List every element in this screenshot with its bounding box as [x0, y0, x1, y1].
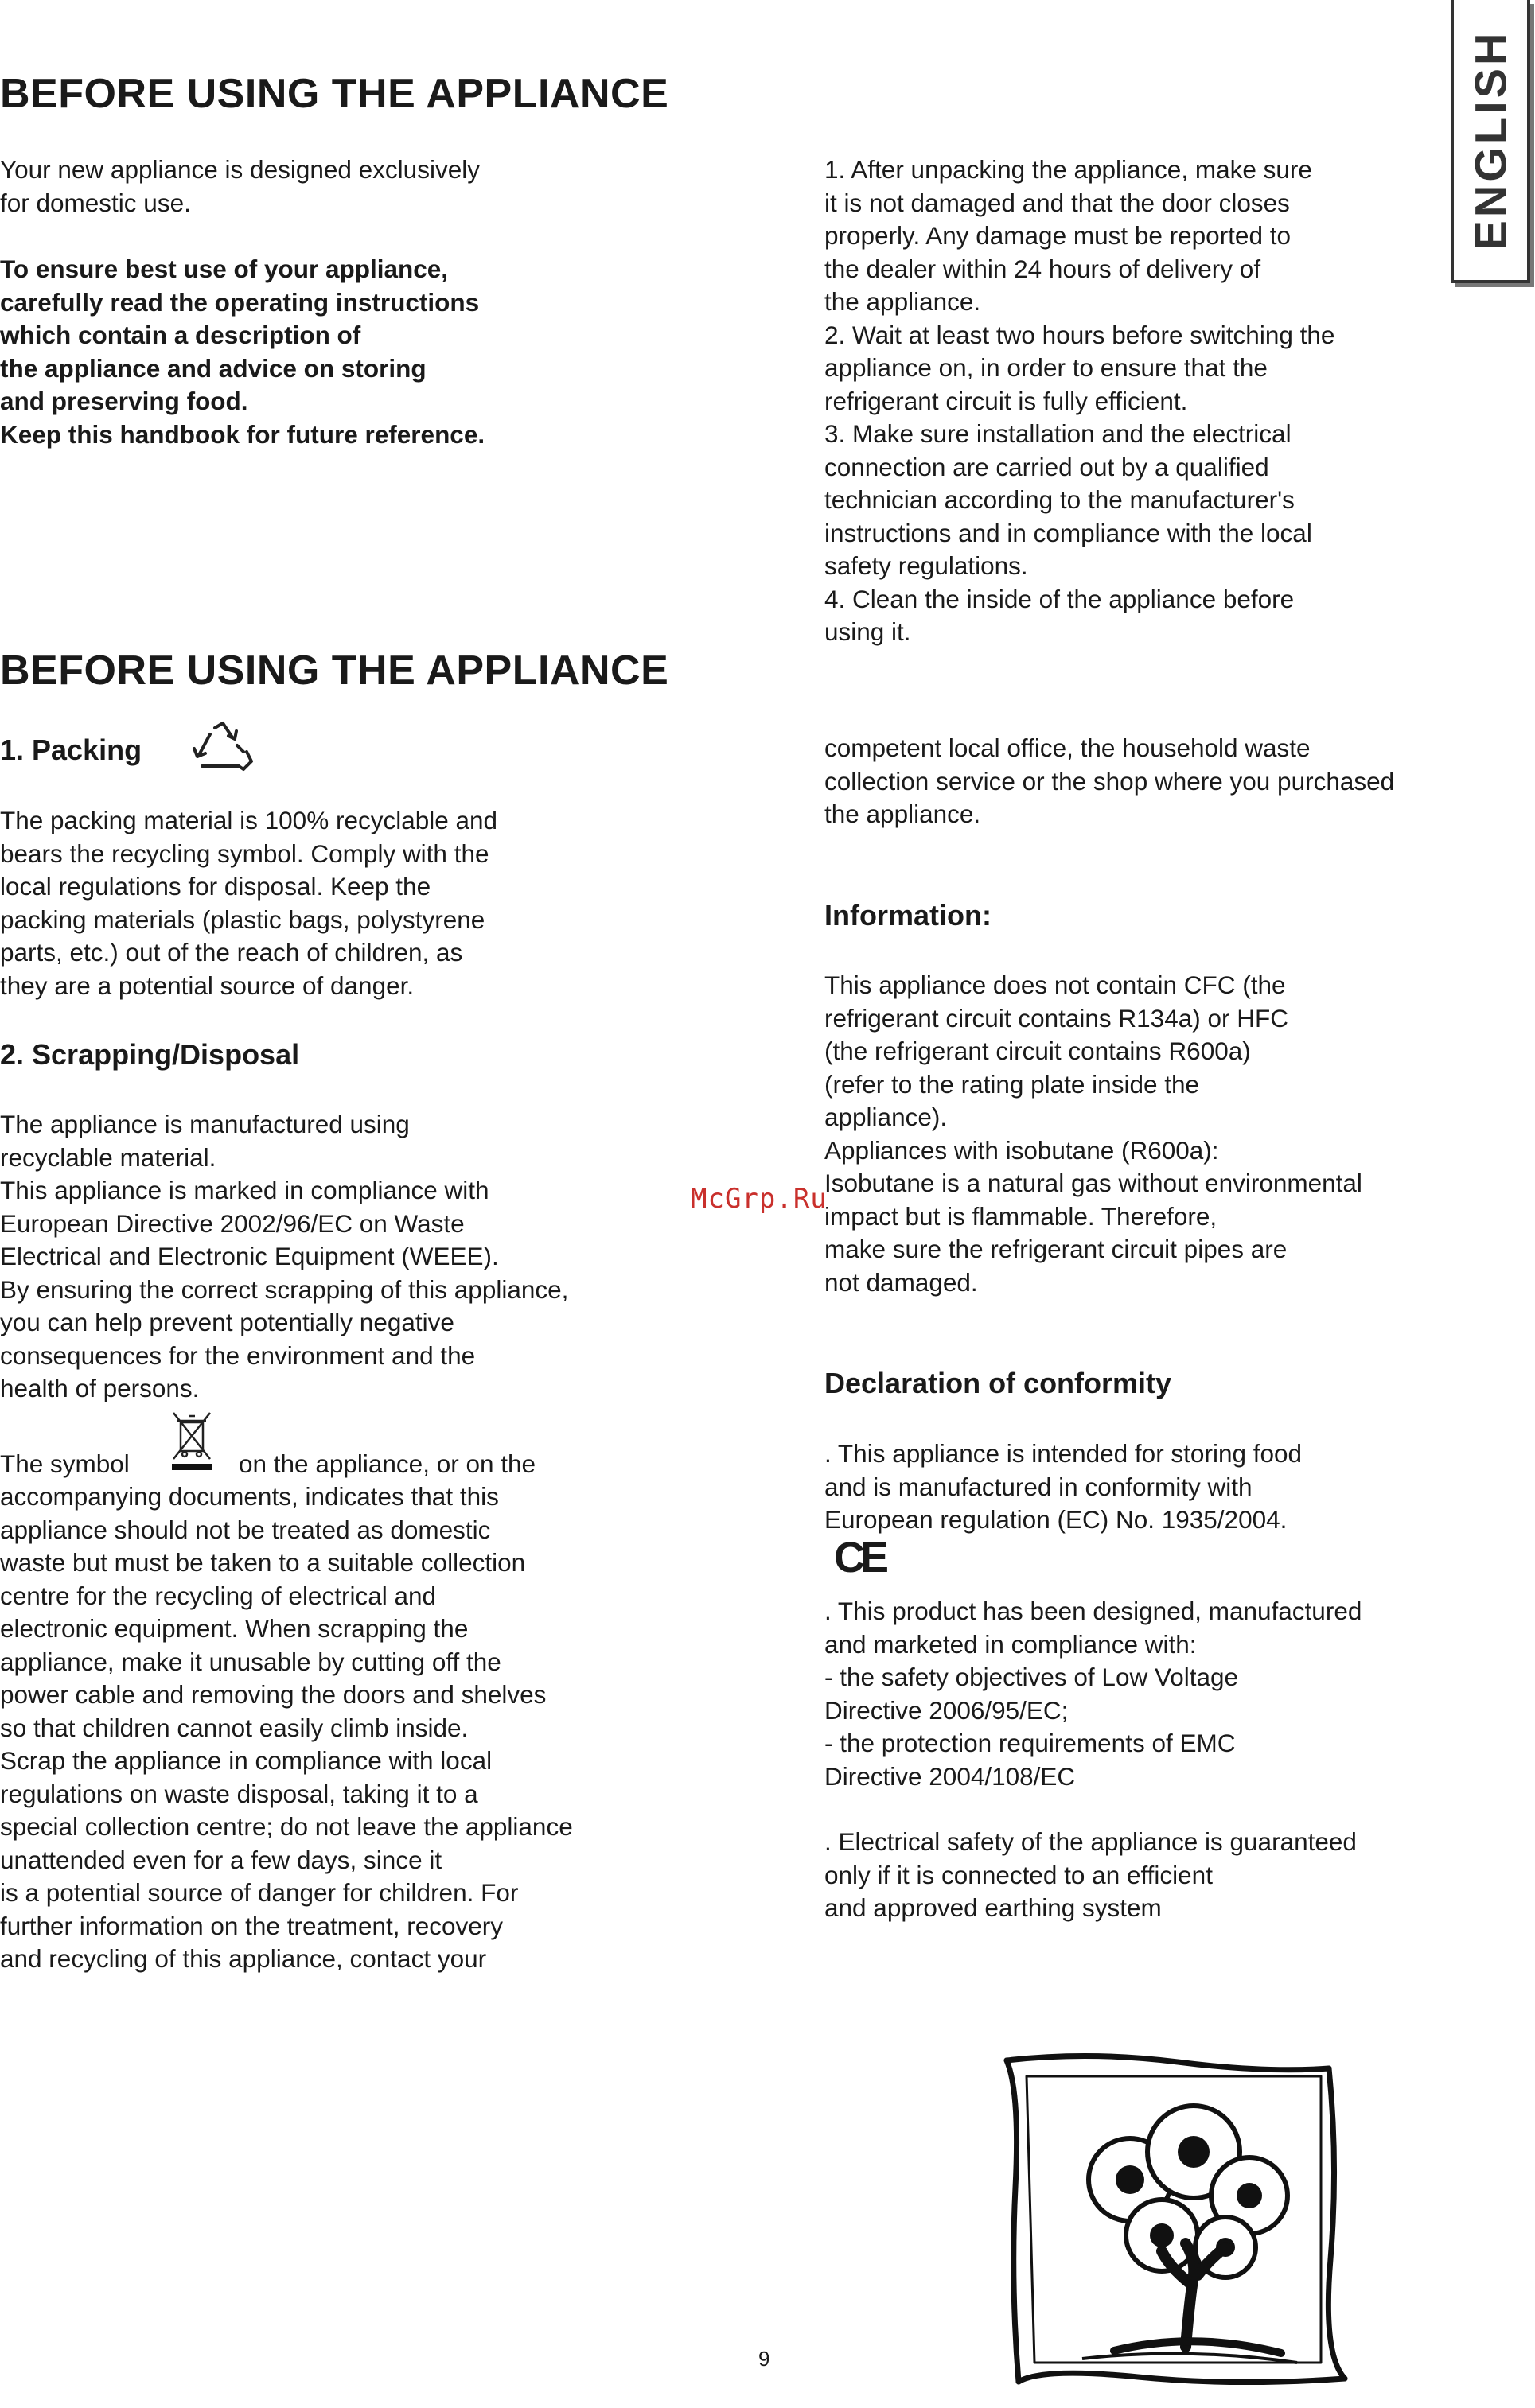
section2-title: BEFORE USING THE APPLIANCE: [0, 648, 669, 694]
text-line: they are a potential source of danger.: [0, 971, 415, 1000]
text-line: electronic equipment. When scrapping the: [0, 1614, 469, 1643]
text-line: waste but must be taken to a suitable collection: [0, 1548, 526, 1577]
text-line: carefully read the operating instructions: [0, 287, 480, 317]
text-line: collection service or the shop where you purchased: [824, 766, 1395, 796]
text-line: regulations on waste disposal, taking it to a: [0, 1779, 478, 1808]
declaration-heading: Declaration of conformity: [824, 1367, 1172, 1399]
text-line: 2. Wait at least two hours before switching the: [824, 320, 1335, 349]
text-line: Scrap the appliance in compliance with local: [0, 1746, 493, 1775]
text-line: you can help prevent potentially negative: [0, 1308, 454, 1336]
text-line: . This appliance is intended for storing food: [824, 1439, 1303, 1468]
text-line: and preserving food.: [0, 387, 248, 415]
packing-heading: 1. Packing: [0, 733, 142, 766]
text-line: properly. Any damage must be reported to: [824, 221, 1291, 250]
text-line: Your new appliance is designed exclusively: [0, 155, 480, 184]
text-line: special collection centre; do not leave the appliance: [0, 1812, 573, 1841]
text-line: Isobutane is a natural gas without environmental: [824, 1169, 1362, 1197]
packing-text: [0, 804, 497, 1002]
text-line: the appliance.: [824, 799, 981, 828]
text-line: centre for the recycling of electrical and: [0, 1581, 437, 1610]
text-line: This appliance is marked in compliance with: [0, 1176, 489, 1204]
text-line: European regulation (EC) No. 1935/2004.: [824, 1505, 1288, 1534]
text-line: (refer to the rating plate inside the: [824, 1069, 1200, 1099]
text-line: The appliance is manufactured using: [0, 1110, 410, 1138]
text-line: refrigerant circuit is fully efficient.: [824, 386, 1188, 415]
text-line: appliance).: [824, 1103, 948, 1131]
text-line: (the refrigerant circuit contains R600a): [824, 1037, 1251, 1065]
text-line: - the protection requirements of EMC: [824, 1729, 1236, 1757]
watermark: McGrp.Ru: [691, 1183, 828, 1215]
section1-steps: [824, 154, 1334, 649]
text-line: the appliance and advice on storing: [0, 353, 427, 383]
text-line: . This product has been designed, manufactured: [824, 1597, 1362, 1625]
text-line: appliance should not be treated as domestic: [0, 1515, 491, 1544]
text-line: 4. Clean the inside of the appliance before: [824, 584, 1295, 613]
tree-logo-icon: [995, 2044, 1353, 2394]
text-line: appliance on, in order to ensure that the: [824, 353, 1268, 382]
text-line: which contain a description of: [0, 321, 361, 349]
text-line: Keep this handbook for future reference.: [0, 419, 485, 449]
weee-bin-icon: [169, 1408, 215, 1473]
text-line: accompanying documents, indicates that this: [0, 1482, 499, 1511]
declaration-text-3: [824, 1826, 1357, 1925]
text-line: connection are carried out by a qualified: [824, 452, 1269, 481]
language-tab-label: ENGLISH: [1465, 29, 1516, 251]
information-heading: Information:: [824, 899, 992, 932]
text-line: so that children cannot easily climb inside.: [0, 1713, 469, 1742]
text-line: bears the recycling symbol. Comply with the: [0, 838, 489, 868]
text-line: technician according to the manufacturer's: [824, 485, 1295, 514]
text-line: further information on the treatment, recovery: [0, 1911, 504, 1940]
text-line: using it.: [824, 617, 911, 646]
symbol-line-after: [239, 1448, 536, 1481]
text-line: appliance, make it unusable by cutting off the: [0, 1647, 501, 1676]
text-line: is a potential source of danger for children. For: [0, 1878, 519, 1907]
text-line: To ensure best use of your appliance,: [0, 255, 449, 283]
text-line: for domestic use.: [0, 188, 191, 217]
symbol-line: [0, 1448, 130, 1481]
text-line: Appliances with isobutane (R600a):: [824, 1135, 1219, 1165]
text-line: power cable and removing the doors and shelves: [0, 1680, 547, 1709]
section1-title: BEFORE USING THE APPLIANCE: [0, 71, 669, 117]
ce-mark-icon: CE: [834, 1534, 885, 1581]
text-line: parts, etc.) out of the reach of children, as: [0, 938, 463, 967]
recycle-icon: [191, 720, 255, 777]
text-line: it is not damaged and that the door closes: [824, 188, 1290, 217]
text-line: and approved earthing system: [824, 1893, 1162, 1922]
scrapping-text: [0, 1108, 568, 1406]
section1-notice: [0, 253, 485, 451]
text-line: Electrical and Electronic Equipment (WEEE).: [0, 1242, 499, 1270]
text-line: instructions and in compliance with the local: [824, 518, 1312, 547]
text-line: 1. After unpacking the appliance, make sure: [824, 155, 1312, 184]
text-line: The packing material is 100% recyclable and: [0, 806, 498, 834]
text-line: This appliance does not contain CFC (the: [824, 971, 1286, 999]
text-line: the dealer within 24 hours of delivery of: [824, 254, 1261, 283]
text-line: impact but is flammable. Therefore,: [824, 1201, 1217, 1231]
text-line: only if it is connected to an efficient: [824, 1860, 1213, 1889]
text-line: unattended even for a few days, since it: [0, 1845, 442, 1874]
text-line: competent local office, the household waste: [824, 733, 1311, 762]
text-fragment: on the appliance, or on the: [239, 1449, 536, 1478]
text-line: refrigerant circuit contains R134a) or HFC: [824, 1003, 1288, 1033]
section1-intro: [0, 154, 480, 220]
text-line: local regulations for disposal. Keep the: [0, 872, 431, 901]
text-line: recyclable material.: [0, 1142, 216, 1172]
text-line: Directive 2004/108/EC: [824, 1761, 1076, 1791]
declaration-text-1: [824, 1437, 1302, 1537]
text-line: packing materials (plastic bags, polystyrene: [0, 904, 485, 934]
text-line: health of persons.: [0, 1374, 200, 1402]
text-line: make sure the refrigerant circuit pipes are: [824, 1235, 1288, 1263]
symbol-text: [0, 1480, 573, 1976]
text-line: consequences for the environment and the: [0, 1340, 476, 1370]
scrapping-continued: [824, 732, 1394, 831]
text-line: . Electrical safety of the appliance is guaranteed: [824, 1827, 1357, 1856]
text-line: European Directive 2002/96/EC on Waste: [0, 1208, 465, 1238]
text-line: and is manufactured in conformity with: [824, 1472, 1253, 1501]
text-line: - the safety objectives of Low Voltage: [824, 1663, 1239, 1691]
page-number: 9: [758, 2347, 770, 2371]
text-line: By ensuring the correct scrapping of this appliance,: [0, 1274, 569, 1304]
declaration-text-2: [824, 1595, 1362, 1793]
text-fragment: The symbol: [0, 1449, 130, 1478]
text-line: and recycling of this appliance, contact your: [0, 1944, 487, 1973]
text-line: and marketed in compliance with:: [824, 1629, 1197, 1659]
scrapping-heading: 2. Scrapping/Disposal: [0, 1038, 300, 1071]
language-tab: [1451, 0, 1530, 283]
text-line: safety regulations.: [824, 551, 1028, 580]
text-line: the appliance.: [824, 287, 981, 316]
text-line: not damaged.: [824, 1267, 978, 1297]
text-line: 3. Make sure installation and the electrical: [824, 419, 1292, 448]
text-line: Directive 2006/95/EC;: [824, 1695, 1069, 1725]
information-text: [824, 969, 1362, 1299]
